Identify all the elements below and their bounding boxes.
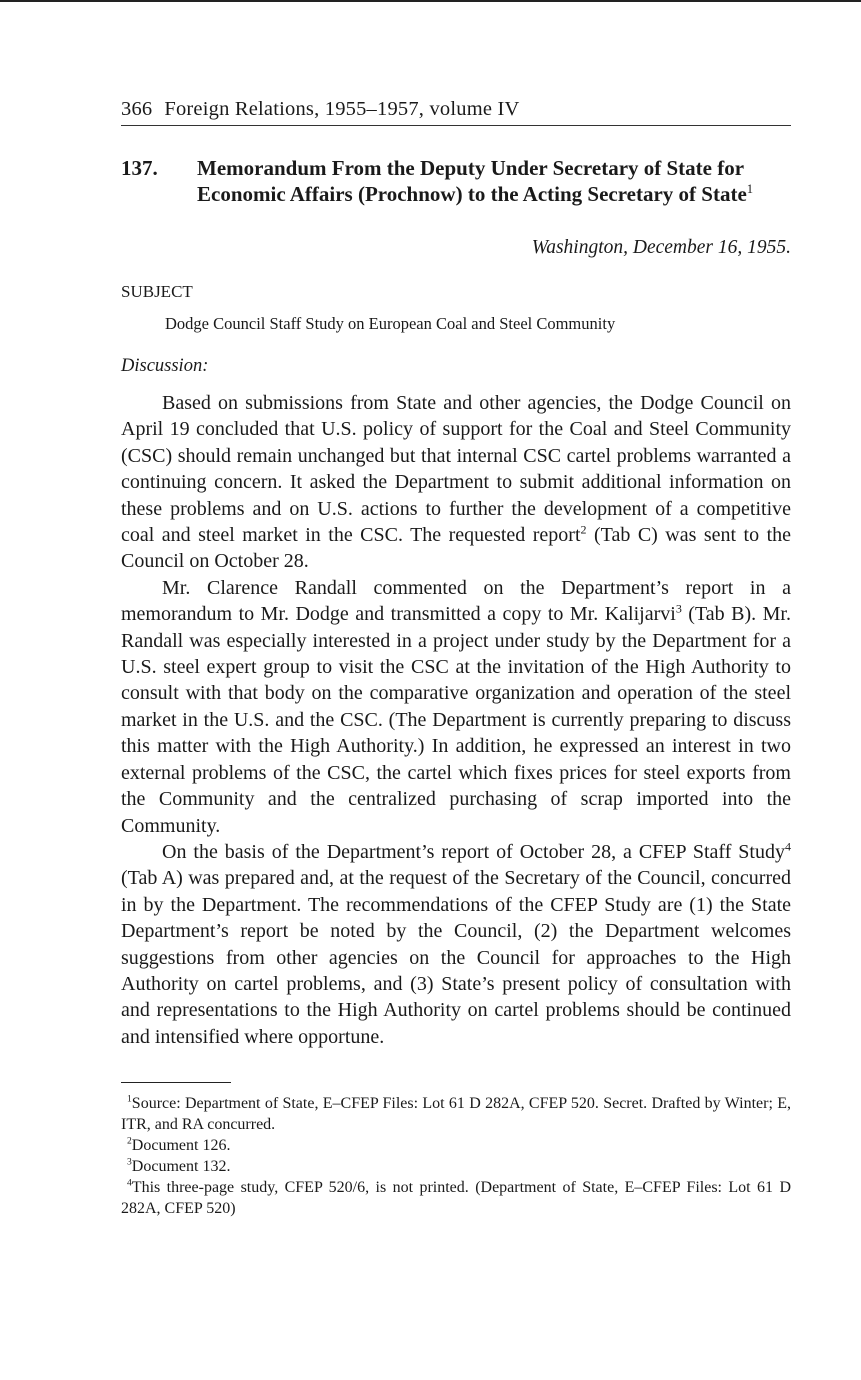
footnote-text: This three-page study, CFEP 520/6, is not printed. (Department of State, E–CFEP Files: Lot 61 D 282A, CFEP 520) — [121, 1179, 791, 1218]
footnote-marker: 4 — [127, 1177, 132, 1189]
running-head — [121, 96, 791, 126]
footnote-divider — [121, 1082, 231, 1083]
body-paragraph-1 — [121, 390, 791, 575]
document-title-text: Memorandum From the Deputy Under Secretary of State for Economic Affairs (Prochnow) to the Acting Secretary of State — [197, 156, 747, 206]
footnote-4 — [121, 1177, 791, 1219]
subject-label: SUBJECT — [121, 282, 193, 301]
footnote-marker: 2 — [127, 1135, 132, 1147]
footnote-3 — [121, 1156, 791, 1177]
document-number: 137. — [121, 156, 158, 180]
footnote-text: Document 126. — [131, 1137, 231, 1155]
page-number: 366 — [121, 98, 153, 120]
footnote-marker: 3 — [127, 1156, 132, 1168]
footnote-2 — [121, 1135, 791, 1156]
subject-text: Dodge Council Staff Study on European Coal and Steel Community — [165, 314, 616, 333]
footnote-ref-1[interactable]: 1 — [746, 182, 754, 196]
footnote-ref-2[interactable]: 2 — [580, 522, 587, 537]
footnote-text: Source: Department of State, E–CFEP Files: Lot 61 D 282A, CFEP 520. Secret. Drafted by Winter; E, ITR, and RA concurred. — [121, 1095, 791, 1134]
paragraph-text: Based on submissions from State and other agencies, the Dodge Council on April 19 concluded that U.S. policy of support for the Coal and Steel Community (CSC) should remain unchanged but that internal CSC cartel problems warranted a continuing concern. It asked the Department to submit additional information on these problems and on U.S. actions to further the development of a competitive coal and steel market in the CSC. The requested report — [121, 392, 791, 547]
paragraph-text: (Tab C) was sent to the Council on October 28. — [121, 524, 792, 573]
footnote-ref-3[interactable]: 3 — [675, 601, 682, 616]
footnotes — [121, 1093, 791, 1219]
paragraph-text: On the basis of the Department’s report of October 28, a CFEP Staff Study — [162, 840, 785, 863]
footnote-1 — [121, 1093, 791, 1135]
page-top-edge — [0, 0, 861, 2]
footnote-text: Document 132. — [131, 1158, 231, 1176]
paragraph-text: (Tab B). Mr. Randall was especially interested in a project under study by the Department for a U.S. steel expert group to visit the CSC at the invitation of the High Authority to consult with that body on the comparative organization and operation of the steel market in the U.S. and the CSC. (The Department is currently preparing to discuss this matter with the High Authority.) In addition, he expressed an interest in two external problems of the CSC, the cartel which fixes prices for steel exports from the Community and the centralized purchasing of scrap imported into the Community. — [121, 603, 791, 837]
paragraph-text: Mr. Clarence Randall commented on the Department’s report in a memorandum to Mr. Dodge and transmitted a copy to Mr. Kalijarvi — [121, 576, 791, 626]
volume-title: Foreign Relations, 1955–1957, volume IV — [164, 98, 520, 120]
footnote-marker: 1 — [127, 1093, 132, 1105]
discussion-label: Discussion: — [121, 356, 209, 376]
paragraph-text: (Tab A) was prepared and, at the request of the Secretary of the Council, concurred in by the Department. The recommendations of the CFEP Study are (1) the State Department’s report be noted by the Council, (2) the Department welcomes suggestions from other agencies on the Council for approaches to the High Authority on cartel problems, and (3) State’s present policy of consultation with and representations to the High Authority on cartel problems should be continued and intensified where opportune. — [121, 867, 791, 1048]
dateline: Washington, December 16, 1955. — [531, 237, 791, 258]
document-page — [121, 96, 791, 1219]
document-title — [197, 155, 791, 207]
document-heading — [121, 155, 791, 207]
footnote-ref-4[interactable]: 4 — [785, 839, 791, 854]
body-paragraph-2 — [121, 575, 791, 839]
body-paragraph-3 — [121, 839, 791, 1050]
